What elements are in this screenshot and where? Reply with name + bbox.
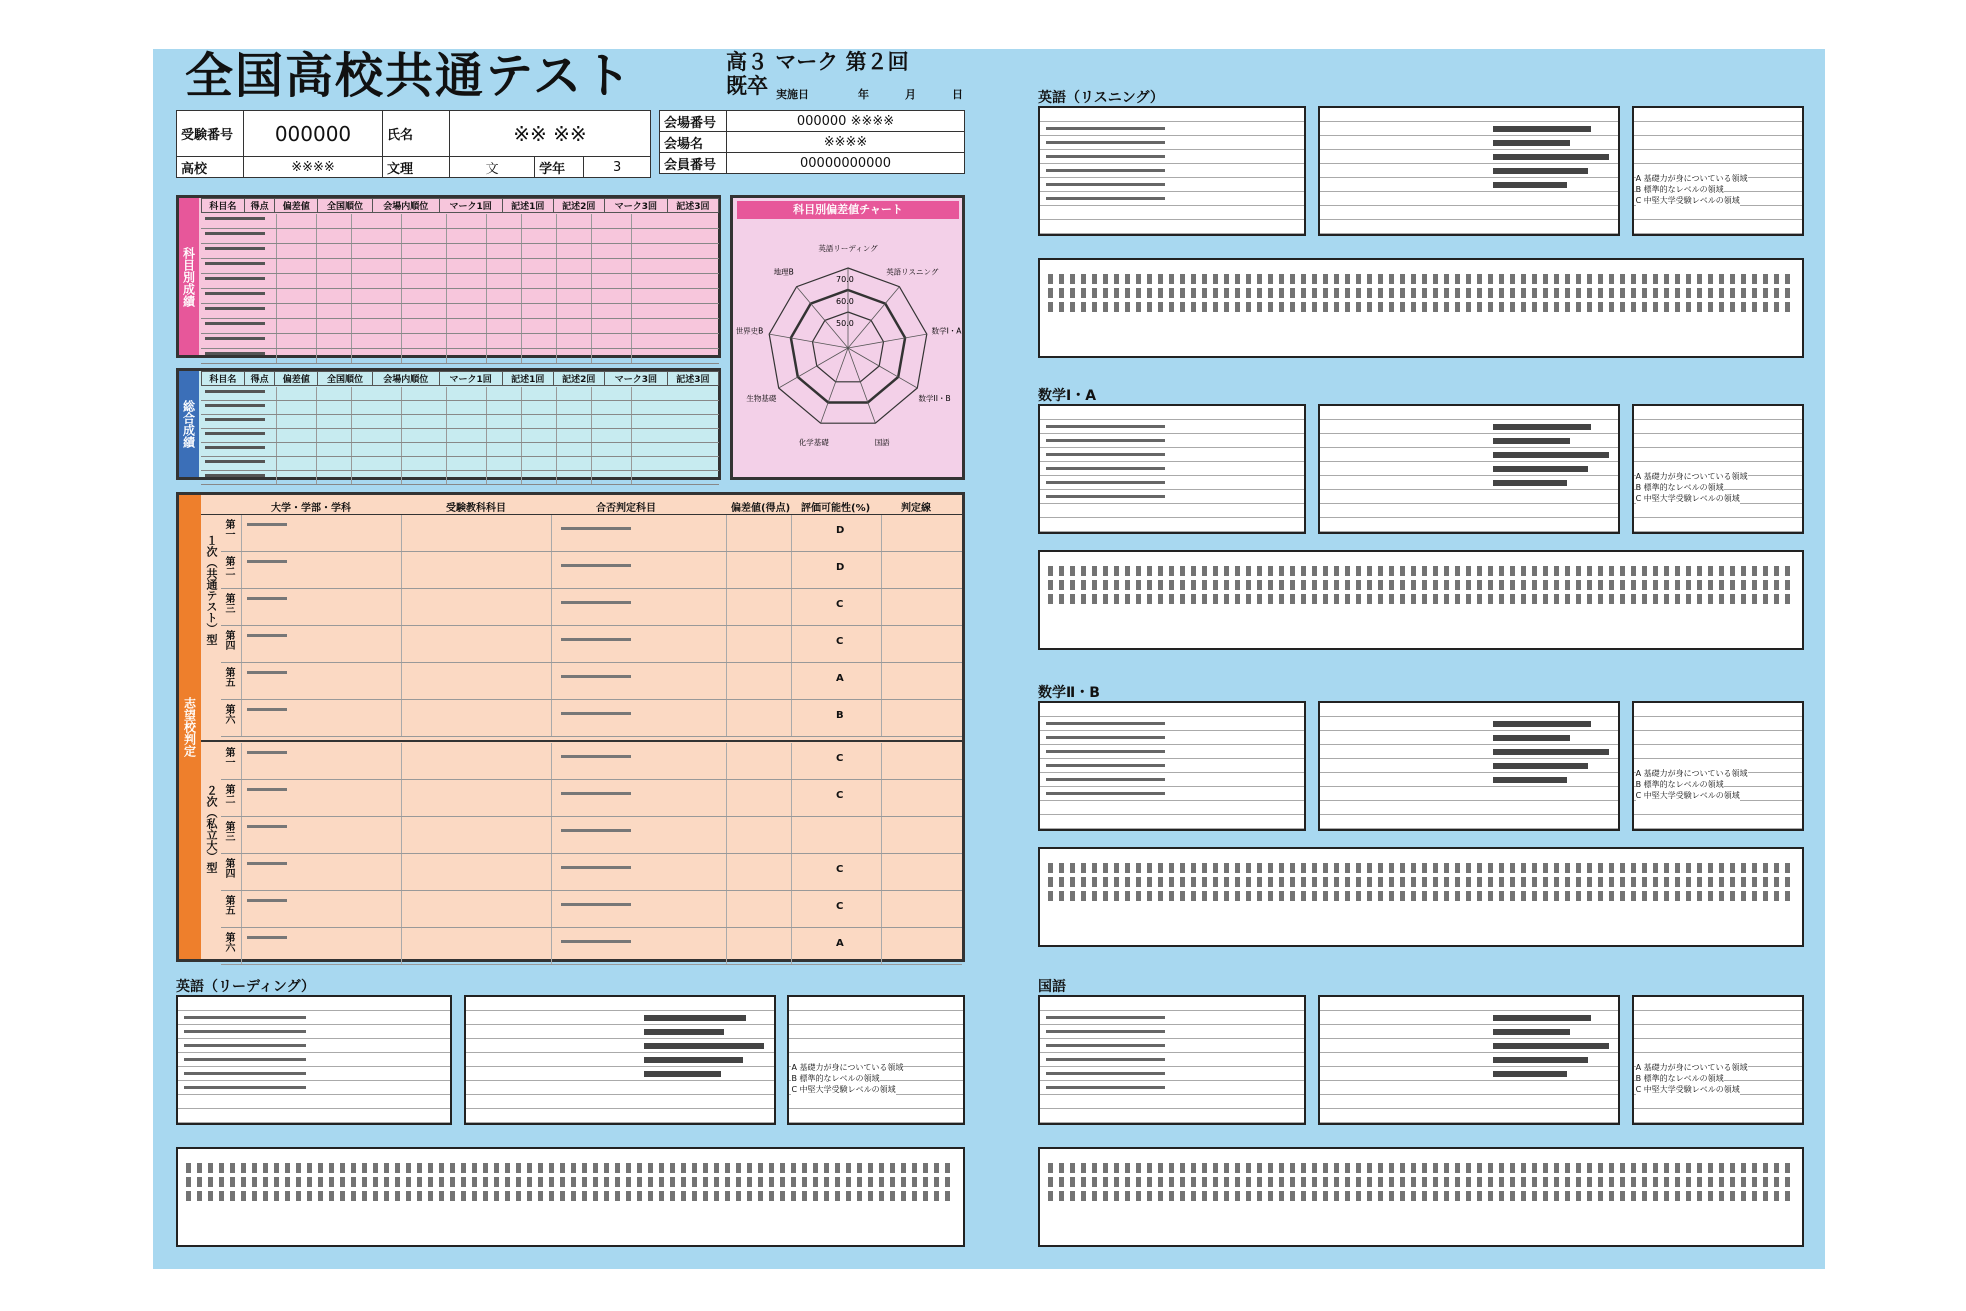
member-no-label: 会員番号 xyxy=(660,153,727,174)
answer-mark-row xyxy=(1048,566,1794,576)
radar-grid xyxy=(769,268,927,423)
subject-table-header xyxy=(202,199,719,213)
subject-row xyxy=(201,289,719,304)
total-panel-header-cell: 全国順位 xyxy=(318,372,373,386)
math2b-section-title: 数学Ⅱ・B xyxy=(1038,685,1100,701)
math2b-answer-box xyxy=(1038,847,1804,947)
domain-bar xyxy=(1493,1015,1592,1021)
subject-panel-side-label: 科目別成績 xyxy=(179,198,199,355)
radar-chart-panel xyxy=(730,195,965,480)
domain-bar xyxy=(1493,452,1609,458)
page-title: 全国高校共通テスト xyxy=(185,48,634,104)
judge-row xyxy=(221,700,962,737)
subject-results-panel xyxy=(176,195,721,358)
domain-bar xyxy=(1493,168,1589,174)
domain-score-box xyxy=(1318,404,1621,534)
radar-axis xyxy=(848,287,899,348)
level-box xyxy=(787,995,965,1125)
total-row xyxy=(201,471,719,485)
total-panel-header-cell: 会場内順位 xyxy=(372,372,439,386)
subject-panel-header-cell: 記述2回 xyxy=(553,199,604,213)
domain-bar xyxy=(1493,140,1571,146)
judge-group2-label: ２次（私立大）型 xyxy=(205,785,218,873)
reading-answer-box xyxy=(176,1147,965,1247)
question-score-box xyxy=(1038,404,1306,534)
domain-bar xyxy=(1493,438,1571,444)
track-value: 文 xyxy=(450,157,535,178)
answer-mark-row xyxy=(186,1191,955,1201)
math1a-section xyxy=(1038,404,1804,544)
track-label: 文理 xyxy=(383,157,450,178)
school-value: ※※※※ xyxy=(244,157,383,178)
total-panel-side-label: 総合成績 xyxy=(179,371,199,477)
total-panel-header-cell: 科目名 xyxy=(202,372,245,386)
listening-answer-box xyxy=(1038,258,1804,358)
question-score-box xyxy=(1038,995,1306,1125)
grade-label: 学年 xyxy=(535,157,584,178)
subject-panel-header-cell: マーク3回 xyxy=(604,199,667,213)
date-label: 実施日 xyxy=(776,88,809,101)
status-line: 既卒 xyxy=(726,74,768,98)
level-note: B 標準的なレベルの領域 xyxy=(1635,780,1724,789)
judge-rank-label: 第五 xyxy=(223,667,234,687)
total-row xyxy=(201,457,719,471)
radar-axis xyxy=(848,348,875,423)
domain-bar xyxy=(1493,424,1592,430)
judge-header-possibility: 評価可能性(%) xyxy=(801,503,871,514)
judge-rank-label: 第三 xyxy=(223,821,234,841)
radar-axis-label: 世界史B xyxy=(735,326,764,336)
answer-mark-row xyxy=(1048,288,1794,298)
subject-row xyxy=(201,214,719,229)
grade-value: 3 xyxy=(584,157,651,178)
student-id-table xyxy=(176,110,651,178)
domain-bar xyxy=(1493,182,1568,188)
subject-row xyxy=(201,304,719,319)
level-note: C 中堅大学受験レベルの領域 xyxy=(1635,196,1740,205)
level-note: A 基礎力が身についている領域 xyxy=(791,1063,904,1072)
listening-section-title: 英語（リスニング） xyxy=(1038,90,1164,106)
level-note: A 基礎力が身についている領域 xyxy=(1635,1063,1748,1072)
judge-grade: C xyxy=(836,901,844,912)
total-panel-header-cell: 記述1回 xyxy=(502,372,553,386)
venue-name-label: 会場名 xyxy=(660,132,727,153)
level-note: C 中堅大学受験レベルの領域 xyxy=(1635,494,1740,503)
domain-bar xyxy=(1493,735,1571,741)
total-panel-header-cell: 偏差値 xyxy=(275,372,318,386)
domain-bar xyxy=(1493,763,1589,769)
domain-bar xyxy=(644,1043,764,1049)
judge-rank-label: 第五 xyxy=(223,895,234,915)
subject-panel-header-cell: 科目名 xyxy=(202,199,245,213)
judge-group1-label: １次（共通テスト）型 xyxy=(205,535,218,645)
subject-panel-header-cell: 記述3回 xyxy=(667,199,718,213)
total-panel-header-cell: 得点 xyxy=(244,372,275,386)
answer-mark-row xyxy=(1048,302,1794,312)
venue-no-label: 会場番号 xyxy=(660,111,727,132)
radar-axis-label: 生物基礎 xyxy=(746,394,777,403)
level-note: B 標準的なレベルの領域 xyxy=(791,1074,880,1083)
judge-grade: C xyxy=(836,636,844,647)
answer-mark-row xyxy=(186,1163,955,1173)
name-label: 氏名 xyxy=(383,111,450,157)
judge-rank-label: 第二 xyxy=(223,784,234,804)
judge-rank-label: 第三 xyxy=(223,593,234,613)
subject-panel-header-cell: 得点 xyxy=(244,199,275,213)
math1a-section-title: 数学Ⅰ・A xyxy=(1038,388,1097,404)
subject-row xyxy=(201,244,719,259)
reading-section-title: 英語（リーディング） xyxy=(176,979,316,995)
subject-row xyxy=(201,319,719,334)
domain-bar xyxy=(1493,777,1568,783)
radar-axis xyxy=(769,334,848,348)
judge-row xyxy=(221,854,962,891)
level-note: B 標準的なレベルの領域 xyxy=(1635,185,1724,194)
judge-rank-label: 第一 xyxy=(223,747,234,767)
judge-table-header xyxy=(201,495,962,515)
radar-axis-label: 数学I・A xyxy=(931,326,962,336)
radar-axis-label: 数学II・B xyxy=(918,394,951,403)
domain-bar xyxy=(1493,1071,1568,1077)
judge-grade: C xyxy=(836,864,844,875)
day-label: 日 xyxy=(952,88,963,101)
radar-axis xyxy=(848,334,927,348)
judge-panel-side-label: 志望校判定 xyxy=(179,495,201,959)
domain-bar xyxy=(644,1057,742,1063)
total-results-table xyxy=(201,371,719,386)
total-row xyxy=(201,429,719,443)
total-panel-header-cell: 記述3回 xyxy=(667,372,718,386)
answer-mark-row xyxy=(1048,1163,1794,1173)
domain-score-box xyxy=(1318,106,1621,236)
domain-bar xyxy=(1493,749,1609,755)
total-results-panel xyxy=(176,368,721,480)
judge-grade: C xyxy=(836,753,844,764)
radar-axis-label: 英語リスニング xyxy=(886,267,939,277)
radar-axis-label: 国語 xyxy=(874,438,890,447)
domain-bar xyxy=(644,1015,746,1021)
judge-rank-label: 第一 xyxy=(223,519,234,539)
domain-bar xyxy=(1493,466,1589,472)
total-panel-header-cell: マーク3回 xyxy=(604,372,667,386)
radar-chart xyxy=(733,220,963,478)
answer-mark-row xyxy=(186,1177,955,1187)
level-box xyxy=(1632,404,1804,534)
total-row xyxy=(201,401,719,415)
judge-row xyxy=(221,891,962,928)
domain-score-box xyxy=(464,995,776,1125)
domain-bar xyxy=(1493,480,1568,486)
level-box xyxy=(1632,701,1804,831)
listening-section xyxy=(1038,106,1804,256)
level-note: A 基礎力が身についている領域 xyxy=(1635,472,1748,481)
level-note: A 基礎力が身についている領域 xyxy=(1635,769,1748,778)
radar-title: 科目別偏差値チャート xyxy=(737,201,959,219)
radar-ring-label: 60.0 xyxy=(836,297,854,306)
venue-name-value: ※※※※ xyxy=(727,132,965,153)
answer-mark-row xyxy=(1048,1177,1794,1187)
school-label: 高校 xyxy=(177,157,244,178)
subject-row xyxy=(201,274,719,289)
subject-panel-header-cell: 偏差値 xyxy=(275,199,318,213)
japanese-answer-box xyxy=(1038,1147,1804,1247)
judge-rank-label: 第四 xyxy=(223,630,234,650)
exam-no-label: 受験番号 xyxy=(177,111,244,157)
radar-axis-label: 地理B xyxy=(773,267,794,277)
level-box xyxy=(1632,106,1804,236)
judge-grade: D xyxy=(836,562,845,573)
judge-row xyxy=(221,663,962,700)
math1a-answer-box xyxy=(1038,550,1804,650)
total-panel-header-cell: 記述2回 xyxy=(553,372,604,386)
answer-mark-row xyxy=(1048,877,1794,887)
level-box xyxy=(1632,995,1804,1125)
subject-row xyxy=(201,229,719,244)
judge-grade: A xyxy=(836,673,844,684)
japanese-section-title: 国語 xyxy=(1038,979,1066,995)
judge-header-subjects: 受験教科科目 xyxy=(446,503,506,514)
question-score-box xyxy=(1038,701,1306,831)
radar-axis xyxy=(797,287,848,348)
month-label: 月 xyxy=(905,88,916,101)
reading-section xyxy=(176,995,965,1145)
judge-grade: A xyxy=(836,938,844,949)
radar-ring-label: 70.0 xyxy=(836,275,854,284)
judge-header-judge-subjects: 合否判定科目 xyxy=(596,503,656,514)
judge-row xyxy=(221,780,962,817)
answer-mark-row xyxy=(1048,274,1794,284)
total-panel-header-cell: マーク1回 xyxy=(439,372,502,386)
judge-row xyxy=(221,928,962,965)
total-row xyxy=(201,387,719,401)
venue-table xyxy=(659,110,965,174)
total-row xyxy=(201,415,719,429)
radar-axis-label: 英語リーディング xyxy=(818,244,878,253)
level-note: C 中堅大学受験レベルの領域 xyxy=(791,1085,896,1094)
domain-bar xyxy=(1493,1029,1571,1035)
judge-grade: B xyxy=(836,710,844,721)
judge-row xyxy=(221,515,962,552)
domain-score-box xyxy=(1318,995,1621,1125)
level-note: B 標準的なレベルの領域 xyxy=(1635,1074,1724,1083)
domain-bar xyxy=(1493,721,1592,727)
answer-mark-row xyxy=(1048,891,1794,901)
domain-bar xyxy=(1493,1043,1609,1049)
answer-mark-row xyxy=(1048,863,1794,873)
domain-bar xyxy=(644,1029,724,1035)
judge-rank-label: 第二 xyxy=(223,556,234,576)
total-table-header xyxy=(202,372,719,386)
subject-panel-header-cell: マーク1回 xyxy=(439,199,502,213)
exam-no-value: 000000 xyxy=(244,111,383,157)
answer-mark-row xyxy=(1048,580,1794,590)
subject-results-table xyxy=(201,198,719,213)
radar-axis xyxy=(821,348,848,423)
grade-line: 高３ マーク 第２回 xyxy=(726,50,909,74)
judge-row xyxy=(221,589,962,626)
subject-panel-header-cell: 全国順位 xyxy=(318,199,373,213)
domain-score-box xyxy=(1318,701,1621,831)
math2b-section xyxy=(1038,701,1804,841)
subject-row xyxy=(201,259,719,274)
level-note: C 中堅大学受験レベルの領域 xyxy=(1635,791,1740,800)
level-note: C 中堅大学受験レベルの領域 xyxy=(1635,1085,1740,1094)
judge-header-univ: 大学・学部・学科 xyxy=(271,503,351,514)
subject-panel-header-cell: 記述1回 xyxy=(502,199,553,213)
university-judgement-panel xyxy=(176,492,965,962)
judge-header-score: 偏差値(得点) xyxy=(731,503,791,514)
judge-row xyxy=(221,743,962,780)
japanese-section xyxy=(1038,995,1804,1145)
judge-grade: C xyxy=(836,599,844,610)
answer-mark-row xyxy=(1048,594,1794,604)
radar-axis-labels xyxy=(736,243,963,447)
judge-row xyxy=(221,817,962,854)
total-row xyxy=(201,443,719,457)
domain-bar xyxy=(1493,154,1609,160)
name-value: ※※ ※※ xyxy=(450,111,651,157)
answer-mark-row xyxy=(1048,1191,1794,1201)
domain-bar xyxy=(1493,126,1592,132)
judge-row xyxy=(221,552,962,589)
question-score-box xyxy=(1038,106,1306,236)
subject-row xyxy=(201,334,719,349)
judge-grade: C xyxy=(836,790,844,801)
venue-no-value: 000000 ※※※※ xyxy=(727,111,965,132)
question-score-box xyxy=(176,995,452,1125)
radar-axis-label: 化学基礎 xyxy=(798,438,829,447)
radar-ring-label: 50.0 xyxy=(836,319,854,328)
level-note: A 基礎力が身についている領域 xyxy=(1635,174,1748,183)
subject-row xyxy=(201,349,719,364)
judge-row xyxy=(221,626,962,663)
judge-rank-label: 第六 xyxy=(223,704,234,724)
judge-header-line: 判定線 xyxy=(901,503,931,514)
judge-rank-label: 第四 xyxy=(223,858,234,878)
subject-panel-header-cell: 会場内順位 xyxy=(372,199,439,213)
domain-bar xyxy=(644,1071,721,1077)
year-label: 年 xyxy=(858,88,869,101)
level-note: B 標準的なレベルの領域 xyxy=(1635,483,1724,492)
judge-group-divider xyxy=(201,740,962,742)
judge-grade: D xyxy=(836,525,845,536)
member-no-value: 00000000000 xyxy=(727,153,965,174)
domain-bar xyxy=(1493,1057,1589,1063)
judge-rank-label: 第六 xyxy=(223,932,234,952)
